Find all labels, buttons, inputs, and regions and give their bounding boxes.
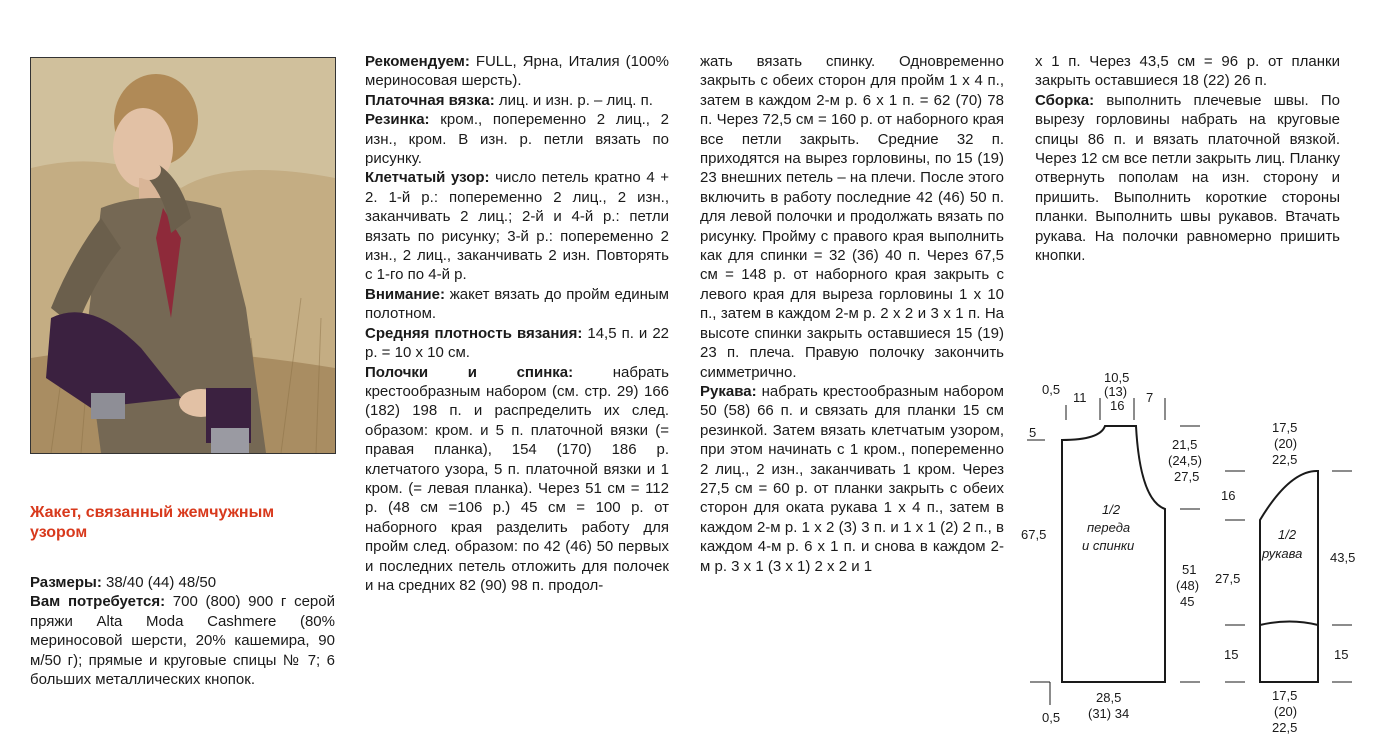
materials-paragraph: Вам потребуется: 700 (800) 900 г серой пряжи Alta Moda Cashmere (80% мериносовой шерсти, 20% кашемира, 90 м/50 г); прямые и круговые спицы № 7; 6 больших металлических кнопок. — [30, 593, 335, 689]
column-4 — [1035, 52, 1340, 265]
body-label-3: и спинки — [1082, 538, 1135, 553]
check-pattern-paragraph: Клетчатый узор: число петель кратно 4 + 2. 1-й р.: попеременно 2 лиц., 2 изн., заканчивать 2 лиц.; 2-й и 4-й р.: петли вязать по рисунку; 3-й р.: попеременно 2 изн., 2 лиц., заканчивать 2 изн. Повторять с 1-го по 4-й р. — [365, 169, 670, 284]
sleeve-piece-outline — [1260, 471, 1318, 682]
body-dim-bottom-small: 0,5 — [1042, 710, 1061, 725]
sleeve-dim-cuff-right: 15 — [1334, 647, 1349, 662]
sleeve-dim-bottom-3: 22,5 — [1272, 720, 1298, 735]
body-dim-bottom-2: (31) 34 — [1088, 706, 1130, 721]
body-dim-top-left-small: 0,5 — [1042, 382, 1061, 397]
pattern-schematic — [1020, 360, 1380, 740]
assembly-paragraph: Сборка: выполнить плечевые швы. По вырезу горловины набрать на круговые спицы 86 п. и вязать платочной вязкой. Через 12 см все петли закрыть лиц. Планку отвернуть пополам на изн. сторону и пришить. Выполнить короткие стороны планки. Выполнить швы рукавов. Втачать рукава. На полочки равномерно пришить кнопки. — [1035, 91, 1340, 265]
garter-stitch-paragraph: Платочная вязка: лиц. и изн. р. – лиц. п. — [365, 91, 653, 109]
sleeve-dim-mid: 27,5 — [1215, 571, 1241, 586]
sleeve-cuff-line — [1260, 622, 1318, 626]
model-photo — [30, 57, 336, 454]
sleeve-dim-top-3: 22,5 — [1272, 452, 1298, 467]
body-dim-shoulder: 11 — [1073, 390, 1087, 405]
body-dim-side-2: (48) — [1176, 578, 1200, 593]
body-dim-neck-1: 10,5 — [1104, 370, 1130, 385]
sleeve-dim-cuff-left: 15 — [1224, 647, 1239, 662]
sleeves-continuation-paragraph: х 1 п. Через 43,5 см = 96 р. от планки закрыть оставшиеся 18 (22) 26 п. — [1035, 53, 1340, 90]
body-label-2: переда — [1087, 520, 1131, 535]
sleeve-label-2: рукава — [1262, 546, 1303, 561]
sleeve-dim-total: 43,5 — [1330, 550, 1356, 565]
sleeves-paragraph: Рукава: набрать крестообразным набором 50 (58) 66 п. и связать для планки 15 см резинкой. Затем вязать клетчатым узором, при этом начинать с 1 кром., попеременно 2 лиц., 2 изн., заканчивать 1 кром. Через 27,5 см = 60 р. от планки закрыть с обеих сторон для оката рукава 1 х 4 п., затем в каждом 2-м р. 1 х 2 (3) 3 п. и 1 х 1 (2) 2 п., в каждом 4-м р. 6 х 1 п. и снова в каждом 2-м р. 3 х 1 (3 х 1) 2 х 2 и 1 — [700, 382, 1004, 575]
sleeve-dim-cap: 16 — [1221, 488, 1236, 503]
body-dim-armhole-3: 27,5 — [1174, 469, 1200, 484]
body-dim-armhole-2: (24,5) — [1168, 453, 1202, 468]
sleeve-dim-top-2: (20) — [1274, 436, 1298, 451]
attention-paragraph: Внимание: жакет вязать до пройм единым полотном. — [365, 285, 669, 323]
body-dim-neck-depth: 5 — [1029, 425, 1037, 440]
body-piece-outline — [1062, 426, 1165, 682]
sleeve-dim-bottom-2: (20) — [1274, 704, 1298, 719]
body-dim-height: 67,5 — [1021, 527, 1047, 542]
sleeve-label-1: 1/2 — [1278, 527, 1297, 542]
sizes-paragraph: Размеры: 38/40 (44) 48/50 — [30, 574, 217, 591]
pattern-title: Жакет, связанный жемчужным узором — [30, 504, 275, 541]
body-label-1: 1/2 — [1102, 502, 1121, 517]
column-2 — [365, 52, 669, 595]
body-dim-neck-3: 16 — [1110, 398, 1125, 413]
rib-paragraph: Резинка: кром., попеременно 2 лиц., 2 изн., кром. В изн. р. петли вязать по рисунку. — [365, 111, 669, 168]
gauge-paragraph: Средняя плотность вязания: 14,5 п. и 22 р. = 10 х 10 см. — [365, 324, 669, 362]
body-dim-side-3: 45 — [1180, 594, 1195, 609]
body-dim-side-1: 51 — [1182, 562, 1197, 577]
column-1 — [30, 573, 335, 689]
body-dim-top-right: 7 — [1146, 390, 1154, 405]
fronts-back-paragraph: Полочки и спинка: набрать крестообразным набором (см. стр. 29) 166 (182) 198 п. и распределить их след. образом: кром. и 5 п. платочной вязки (= правая планка), 154 (170) 186 р. клетчатого узора, 5 п. платочной вязки и 1 кром. (= левая планка). Через 51 см = 112 р. (48 см =106 р.) 45 см = 100 р. от наборного края разделить работу для пройм след. образом: по 42 (46) 50 первых и последних петель отложить для полочек и на средних 82 (90) 98 п. продол- — [365, 363, 669, 594]
sleeve-dim-top-1: 17,5 — [1272, 420, 1298, 435]
body-dim-armhole-1: 21,5 — [1172, 437, 1198, 452]
body-dim-neck-2: (13) — [1104, 384, 1128, 399]
back-continuation-paragraph: жать вязать спинку. Одновременно закрыть с обеих сторон для пройм 1 х 4 п., затем в каждом 2-м р. 6 х 1 п. = 62 (70) 78 п. Через 72,5 см = 160 р. от наборного края все петли закрыть. Средние 32 п. приходятся на вырез горловины, по 15 (19) 23 внешних петель – на плечи. После этого включить в работу последние 42 (46) 50 п. для левой полочки и продолжать вязать по рисунку. Пройму с правого края выполнить как для спинки = 32 (36) 40 п. Через 67,5 см = 148 р. от наборного края закрыть с левого края для выреза горловины 1 х 10 п., затем в каждом 2-м р. 2 х 2 и 3 х 1 п. На высоте спинки закрыть оставшиеся 15 (19) 23 п. плеча. Правую полочку закончить симметрично. — [700, 53, 1004, 381]
recommend-paragraph: Рекомендуем: FULL, Ярна, Италия (100% мериносовая шерсть). — [365, 53, 669, 90]
photo-illustration — [31, 58, 335, 453]
body-dim-bottom-1: 28,5 — [1096, 690, 1122, 705]
column-3 — [700, 52, 1004, 576]
sleeve-dim-bottom-1: 17,5 — [1272, 688, 1298, 703]
